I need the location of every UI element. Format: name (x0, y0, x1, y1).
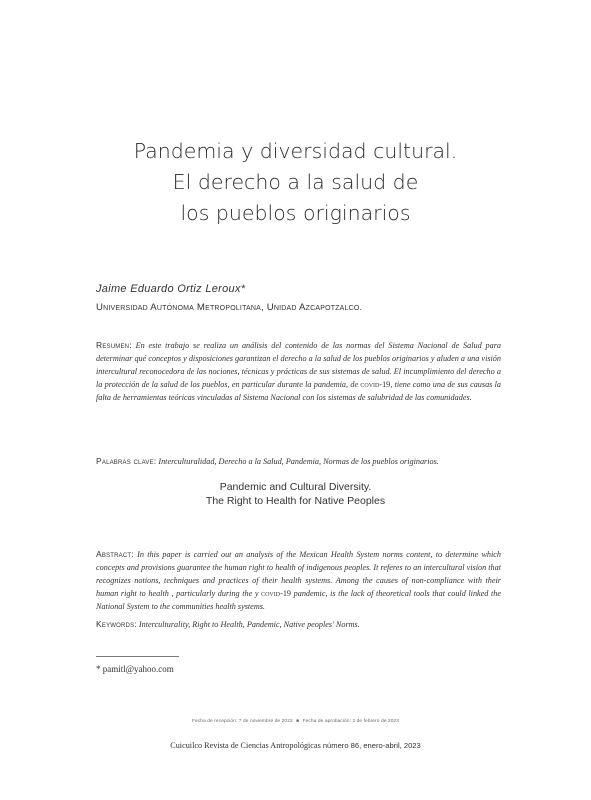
title-line-1: Pandemia y diversidad cultural. (133, 139, 458, 163)
resumen-text-2: , tiene como una de sus causas la falta de herramientas teóricas vinculadas al Sistema Nacional con los sistemas de salubridad de las comunidades. (96, 380, 502, 403)
abstract-label: Abstract: (96, 549, 134, 559)
journal-issue: número 86, enero-abril, 2023 (322, 741, 421, 750)
journal-citation (0, 741, 591, 750)
date-approved: Fecha de aprobación: 2 de febrero de 2023 (302, 719, 399, 724)
abstract-text-1: In this paper is carried out an analysis of the Mexican Health System norms content, to determine which concepts and provisions guarantee the human right to health of indigenous peoples. It referes to an intercultural vision that recognizes notions, techniques and practices of their health systems. Among the causes of non-compliance with their human right to health , particularly during the y (96, 550, 501, 599)
keywords-text: Interculturality, Right to Health, Pandemic, Native peoples' Norms. (138, 620, 360, 629)
palabras-clave-text: Interculturalidad, Derecho a la Salud, Pandemia, Normas de los pueblos originarios. (158, 457, 439, 466)
abstract-text-2: pandemic, is the lack of theoretical tools that could linked the National System to the communities health systems. (96, 589, 502, 612)
dates-separator-icon: ■ (296, 719, 300, 724)
title-line-3: los pueblos originarios (180, 201, 411, 225)
abstract-covid: covid-19 (261, 589, 292, 599)
footnote-divider (96, 656, 179, 657)
author-affiliation: Universidad Autónoma Metropolitana, Unidad Azcapotzalco. (96, 302, 363, 313)
resumen-paragraph (96, 339, 501, 404)
author-name: Jaime Eduardo Ortiz Leroux* (96, 283, 246, 295)
article-title (0, 136, 591, 229)
resumen-covid: covid-19 (360, 380, 391, 390)
palabras-clave-label: Palabras clave: (96, 456, 157, 466)
keywords-paragraph (96, 618, 501, 631)
keywords-label: Keywords: (96, 619, 137, 629)
date-received: Fecha de recepción: 7 de noviembre de 2022 (192, 719, 293, 724)
palabras-clave-paragraph (96, 455, 501, 468)
english-title-line-2: The Right to Health for Native Peoples (205, 495, 386, 507)
submission-dates (0, 719, 591, 724)
resumen-text-1: En este trabajo se realiza un análisis del contenido de las normas del Sistema Nacional de Salud para determinar qué conceptos y disposiciones garantizan el derecho a la salud de los pueblos originarios y aluden a una visión intercultural reconocedora de las nociones, técnicas y prácticas de sus sistemas de salud. El incumplimiento del derecho a la protección de la salud de los pueblos, en particular durante la pandemia, de (96, 341, 501, 390)
english-title-line-1: Pandemic and Cultural Diversity. (219, 481, 372, 493)
journal-name: Cuicuilco Revista de Ciencias Antropológicas (170, 741, 321, 750)
english-title (0, 480, 591, 508)
footnote-email: * pamitl@yahoo.com (96, 664, 174, 674)
title-line-2: El derecho a la salud de (172, 170, 419, 194)
resumen-label: Resumen: (96, 340, 132, 350)
abstract-paragraph (96, 548, 501, 613)
